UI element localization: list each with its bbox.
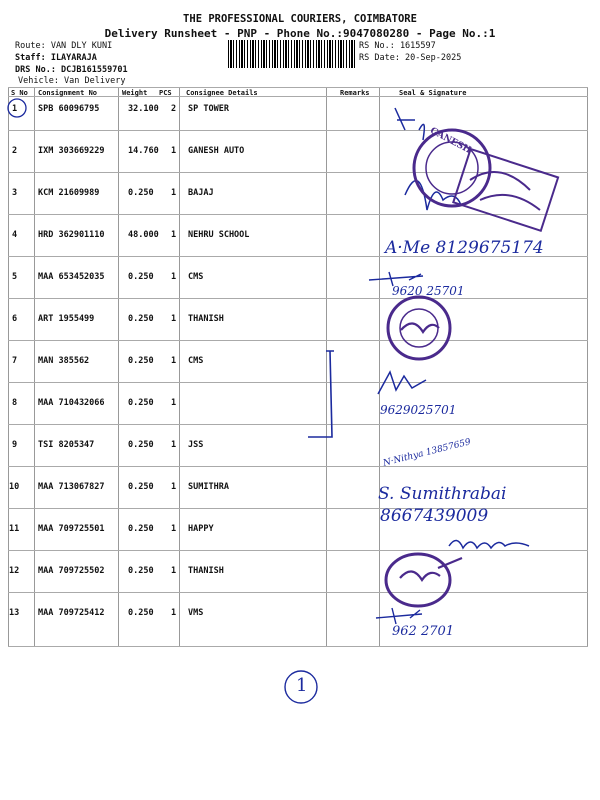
row-consignee: GANESH AUTO — [188, 146, 245, 156]
company-title: THE PROFESSIONAL COURIERS, COIMBATORE — [183, 13, 417, 25]
row-sno: 9 — [12, 440, 18, 450]
row-sno: 4 — [12, 230, 18, 240]
row-pcs: 1 — [171, 482, 177, 492]
row-pcs: 1 — [171, 314, 177, 324]
row-pcs: 1 — [171, 356, 177, 366]
row-consignee: CMS — [188, 272, 204, 282]
row-consignment: MAA 710432066 — [38, 398, 105, 408]
row-weight: 0.250 — [128, 398, 154, 408]
col-weight: Weight — [122, 89, 148, 97]
row-weight: 32.100 — [128, 104, 159, 114]
row-sno: 6 — [12, 314, 18, 324]
row-consignment: ART 1955499 — [38, 314, 95, 324]
handwritten-phone-10: 8667439009 — [380, 506, 489, 526]
row-consignee: SP TOWER — [188, 104, 229, 114]
handwritten-phone-5: 9620 25701 — [392, 284, 465, 298]
drs-number: DRS No.: DCJB161559701 — [15, 65, 128, 75]
handwritten-phone-4: A·Me 8129675174 — [385, 238, 544, 258]
row-pcs: 1 — [171, 272, 177, 282]
row-consignment: MAA 709725412 — [38, 608, 105, 618]
handwritten-phone-13: 962 2701 — [392, 624, 455, 639]
row-sno: 13 — [9, 608, 20, 618]
row-weight: 14.760 — [128, 146, 159, 156]
handwritten-phone-8: 9629025701 — [380, 403, 457, 417]
col-consignee: Consignee Details — [186, 89, 258, 97]
row-consignment: HRD 362901110 — [38, 230, 105, 240]
row-weight: 0.250 — [128, 272, 154, 282]
row-consignee: NEHRU SCHOOL — [188, 230, 250, 240]
row-consignment: SPB 60096795 — [38, 104, 100, 114]
col-pcs: PCS — [159, 89, 172, 97]
route: Route: VAN DLY KUNI — [15, 41, 113, 51]
ganesh-stamp — [400, 120, 560, 240]
row-consignee: BAJAJ — [188, 188, 214, 198]
row-sno: 7 — [12, 356, 18, 366]
runsheet-title: Delivery Runsheet - PNP - Phone No.:9047080280 - Page No.:1 — [104, 27, 496, 40]
row-1-circle-mark — [5, 97, 29, 119]
row-consignment: TSI 8205347 — [38, 440, 95, 450]
row-weight: 0.250 — [128, 356, 154, 366]
security-stamp — [378, 548, 468, 610]
handwritten-note-9: N·Nithya 13857659 — [382, 437, 472, 469]
row-consignee: JSS — [188, 440, 204, 450]
row-sno: 3 — [12, 188, 18, 198]
row-weight: 0.250 — [128, 482, 154, 492]
row-weight: 0.250 — [128, 566, 154, 576]
row-consignment: IXM 303669229 — [38, 146, 105, 156]
row-consignee: CMS — [188, 356, 204, 366]
row-consignee: THANISH — [188, 566, 224, 576]
staff: Staff: ILAYARAJA — [15, 53, 97, 63]
row-weight: 0.250 — [128, 188, 154, 198]
vehicle: Vehicle: Van Delivery — [18, 76, 126, 86]
row-pcs: 2 — [171, 104, 177, 114]
row-consignment: MAN 385562 — [38, 356, 90, 366]
row-weight: 0.250 — [128, 608, 154, 618]
row-pcs: 1 — [171, 566, 177, 576]
row-consignee: HAPPY — [188, 524, 214, 534]
cms-stamp — [383, 292, 455, 364]
row-weight: 48.000 — [128, 230, 159, 240]
row-sno: 12 — [9, 566, 20, 576]
row-weight: 0.250 — [128, 314, 154, 324]
stamp-ganesh-text: GANESH — [428, 126, 473, 156]
rs-number: RS No.: 1615597 — [359, 41, 436, 51]
barcode — [228, 40, 356, 68]
row-weight: 0.250 — [128, 524, 154, 534]
col-sno: S No — [11, 89, 28, 97]
row-consignment: MAA 653452035 — [38, 272, 105, 282]
row-sno: 5 — [12, 272, 18, 282]
row-consignee: SUMITHRA — [188, 482, 229, 492]
row-consignment: MAA 709725502 — [38, 566, 105, 576]
handwritten-name-10: S. Sumithrabai — [378, 484, 507, 504]
row-pcs: 1 — [171, 230, 177, 240]
signature-scribble-7 — [372, 364, 432, 400]
row-sno: 1 — [12, 104, 18, 114]
row-sno: 8 — [12, 398, 18, 408]
row-pcs: 1 — [171, 188, 177, 198]
row-sno: 2 — [12, 146, 18, 156]
row-consignee: THANISH — [188, 314, 224, 324]
col-seal-signature: Seal & Signature — [399, 89, 467, 97]
row-sno: 10 — [9, 482, 20, 492]
bracket-mark — [300, 345, 340, 445]
page-mark-number: 1 — [296, 675, 308, 696]
col-consignment: Consignment No — [38, 89, 98, 97]
row-pcs: 1 — [171, 524, 177, 534]
row-consignment: MAA 713067827 — [38, 482, 105, 492]
row-pcs: 1 — [171, 398, 177, 408]
col-remarks: Remarks — [340, 89, 370, 97]
row-pcs: 1 — [171, 608, 177, 618]
row-consignee: VMS — [188, 608, 204, 618]
row-consignment: KCM 21609989 — [38, 188, 100, 198]
row-pcs: 1 — [171, 146, 177, 156]
rs-date: RS Date: 20-Sep-2025 — [359, 53, 462, 63]
row-weight: 0.250 — [128, 440, 154, 450]
row-sno: 11 — [9, 524, 20, 534]
row-consignment: MAA 709725501 — [38, 524, 105, 534]
row-pcs: 1 — [171, 440, 177, 450]
